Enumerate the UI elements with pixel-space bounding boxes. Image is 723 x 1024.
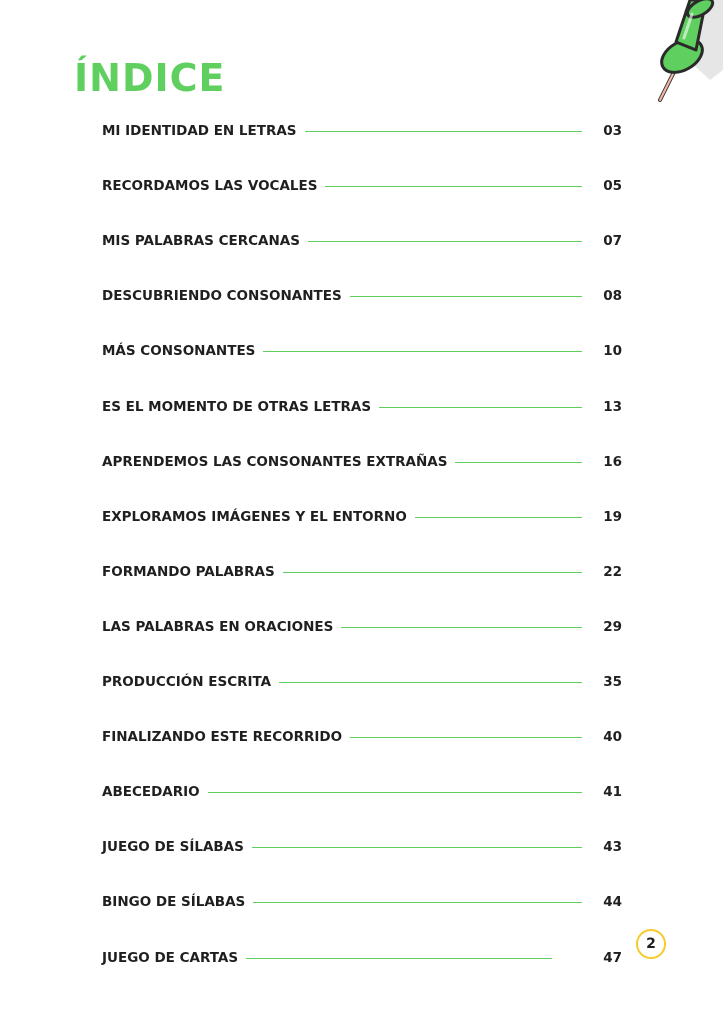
toc-entry-label: MÁS CONSONANTES	[102, 343, 256, 359]
leader-line	[455, 462, 582, 463]
leader-line	[283, 572, 582, 573]
toc-entry-label: APRENDEMOS LAS CONSONANTES EXTRAÑAS	[102, 454, 448, 470]
toc-entry-label: FINALIZANDO ESTE RECORRIDO	[102, 729, 343, 745]
leader-line	[350, 737, 582, 738]
toc-entry-page: 35	[603, 674, 622, 690]
toc-entry[interactable]	[102, 229, 622, 253]
toc-entry-page: 10	[603, 343, 622, 359]
leader-line	[379, 407, 582, 408]
toc-entry-label: RECORDAMOS LAS VOCALES	[102, 178, 318, 194]
leader-line	[208, 792, 582, 793]
leader-line	[341, 627, 582, 628]
toc-entry[interactable]	[102, 560, 622, 584]
toc-entry-label: LAS PALABRAS EN ORACIONES	[102, 619, 334, 635]
toc-entry-label: JUEGO DE CARTAS	[102, 950, 239, 966]
toc-entry-label: EXPLORAMOS IMÁGENES Y EL ENTORNO	[102, 509, 407, 525]
toc-entry-page: 22	[603, 564, 622, 580]
leader-line	[253, 902, 582, 903]
toc-entry[interactable]	[102, 395, 622, 419]
toc-entry-page: 41	[603, 784, 622, 800]
toc-entry-page: 16	[603, 454, 622, 470]
toc-entry[interactable]	[102, 835, 622, 859]
toc-entry-page: 29	[603, 619, 622, 635]
toc-entry-page: 05	[603, 178, 622, 194]
leader-line	[308, 241, 582, 242]
toc-entry[interactable]	[102, 725, 622, 749]
toc-entry-label: FORMANDO PALABRAS	[102, 564, 275, 580]
leader-line	[305, 131, 582, 132]
toc-entry-page: 47	[603, 950, 622, 966]
toc-entry-label: MIS PALABRAS CERCANAS	[102, 233, 300, 249]
toc-entry[interactable]	[102, 670, 622, 694]
toc-entry-page: 43	[603, 839, 622, 855]
page-title: ÍNDICE	[74, 56, 226, 100]
leader-line	[246, 958, 552, 959]
toc-entry-page: 08	[603, 288, 622, 304]
leader-line	[350, 296, 582, 297]
toc-entry[interactable]	[102, 780, 622, 804]
leader-line	[279, 682, 582, 683]
toc-entry[interactable]	[102, 284, 622, 308]
toc-entry[interactable]	[102, 339, 622, 363]
toc-entry-label: JUEGO DE SÍLABAS	[102, 839, 244, 855]
toc-entry-label: PRODUCCIÓN ESCRITA	[102, 674, 272, 690]
leader-line	[263, 351, 582, 352]
leader-line	[252, 847, 582, 848]
toc-entry[interactable]	[102, 615, 622, 639]
toc-entry-label: BINGO DE SÍLABAS	[102, 894, 246, 910]
leader-line	[415, 517, 582, 518]
toc-entry-page: 07	[603, 233, 622, 249]
toc-entry-label: DESCUBRIENDO CONSONANTES	[102, 288, 342, 304]
toc-entry-page: 40	[603, 729, 622, 745]
toc-entry-page: 19	[603, 509, 622, 525]
leader-line	[325, 186, 582, 187]
toc-entry-label: ABECEDARIO	[102, 784, 200, 800]
toc-entry[interactable]	[102, 119, 622, 143]
toc-entry[interactable]	[102, 890, 622, 914]
toc-entry-page: 13	[603, 399, 622, 415]
page-number-badge: 2	[636, 929, 666, 959]
toc-entry[interactable]	[102, 174, 622, 198]
toc-entry[interactable]	[102, 450, 622, 474]
toc-entry[interactable]	[102, 505, 622, 529]
toc-entry[interactable]	[102, 946, 622, 970]
toc-entry-page: 44	[603, 894, 622, 910]
toc-entry-label: ES EL MOMENTO DE OTRAS LETRAS	[102, 399, 372, 415]
toc-entry-label: MI IDENTIDAD EN LETRAS	[102, 123, 297, 139]
toc-entry-page: 03	[603, 123, 622, 139]
